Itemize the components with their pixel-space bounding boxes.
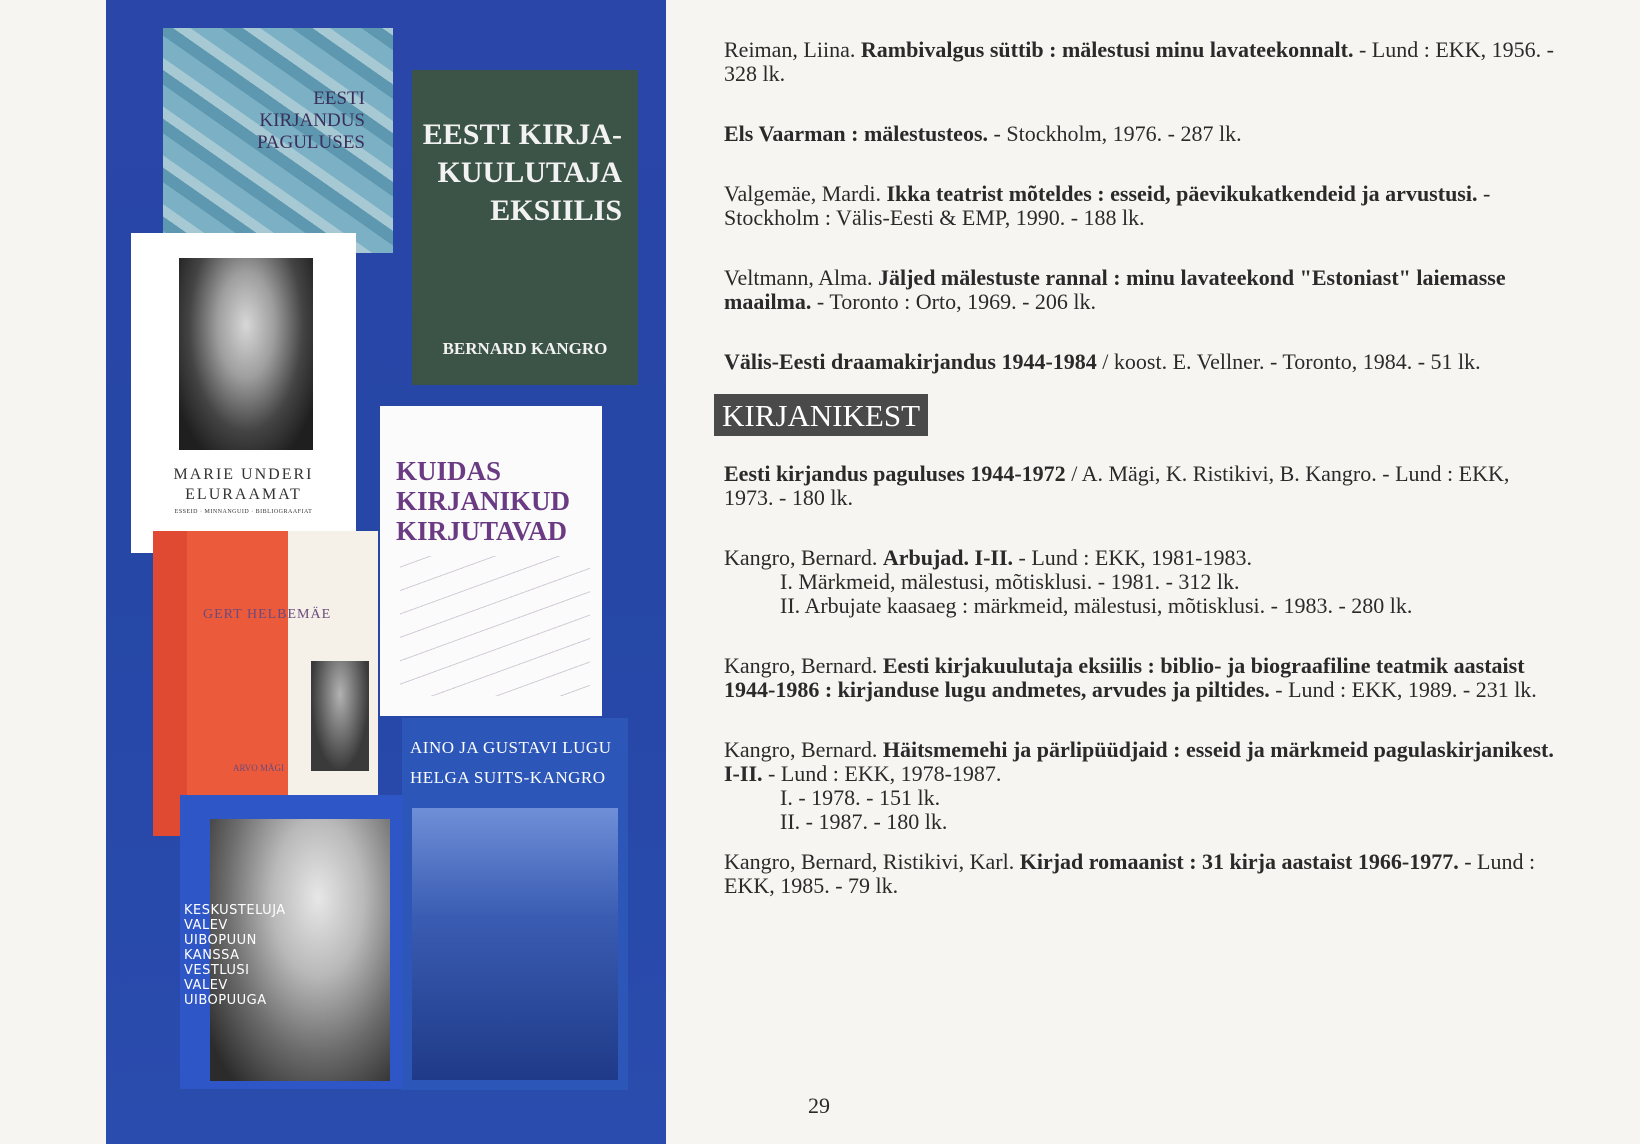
bib-entry: Kangro, Bernard. Eesti kirjakuulutaja eksiilis : biblio- ja biograafiline teatmik aastaist 1944-1986 : kirjanduse lugu andmetes, arvudes ja piltides. - Lund : EKK, 1989. - 231 lk.: [724, 653, 1537, 702]
cover-kuidas-kirjanikud-kirjutavad: [380, 406, 602, 716]
portrait-photo: [179, 258, 313, 450]
bib-entry: Kangro, Bernard, Ristikivi, Karl. Kirjad romaanist : 31 kirja aastaist 1966-1977. - Lund : EKK, 1985. - 79 lk.: [724, 849, 1536, 898]
cover-marie-underi-eluraamat: [131, 233, 356, 553]
page-number: 29: [808, 1093, 830, 1118]
cover-eesti-kirjandus-paguluses: [163, 28, 393, 253]
cover-aino-ja-gustavi-lugu: [402, 718, 628, 1090]
cover-keskusteluja-valev-uibopuu: [180, 795, 403, 1089]
cover-eesti-kirjakuulutaja: [412, 70, 638, 385]
bib-entry: Els Vaarman : mälestusteos. - Stockholm, 1976. - 287 lk.: [724, 121, 1242, 146]
cover-title: KUIDAS KIRJANIKUD KIRJUTAVAD: [396, 456, 571, 546]
bib-entry: Kangro, Bernard. Arbujad. I-II. - Lund : EKK, 1981-1983. I. Märkmeid, mälestusi, mõtisklusi. - 1981. - 312 lk. II. Arbujate kaasaeg : märkmeid, mälestusi, mõtisklusi. - 1983. - 280 lk.: [724, 546, 1564, 618]
cover-subtitle: ESSEID · MINNANGUID · BIBLIOGRAAFIAT: [174, 509, 313, 515]
portrait-photo: [311, 661, 369, 771]
section-heading: KIRJANIKEST: [714, 394, 928, 436]
bib-subentry: II. Arbujate kaasaeg : märkmeid, mälestusi, mõtisklusi. - 1983. - 280 lk.: [780, 593, 1413, 618]
bib-entry: Valgemäe, Mardi. Ikka teatrist mõteldes : esseid, päevikukatkendeid ja arvustusi. - Stockholm : Välis-Eesti & EMP, 1990. - 188 lk.: [724, 181, 1491, 230]
bib-subentry: I. - 1978. - 151 lk.: [780, 785, 941, 810]
cover-title: KESKUSTELUJA VALEV UIBOPUUN KANSSA VESTLUSI VALEV UIBOPUUGA: [184, 903, 286, 1008]
bib-entry: Reiman, Liina. Rambivalgus süttib : mälestusi minu lavateekonnalt. - Lund : EKK, 1956. - 328 lk.: [724, 37, 1554, 86]
bib-entry: Välis-Eesti draamakirjandus 1944-1984 / koost. E. Vellner. - Toronto, 1984. - 51 lk.: [724, 349, 1481, 374]
signatures-decoration: [400, 556, 590, 696]
cover-title: MARIE UNDERI ELURAAMAT: [173, 466, 314, 503]
cover-title: EESTI KIRJA- KUULUTAJA EKSIILIS: [422, 118, 622, 227]
cover-title: EESTI KIRJANDUS PAGULUSES: [256, 88, 365, 153]
cover-gert-helbemae: [153, 531, 378, 836]
cover-author: HELGA SUITS-KANGRO: [410, 768, 606, 787]
bib-entry: Eesti kirjandus paguluses 1944-1972 / A. Mägi, K. Ristikivi, B. Kangro. - Lund : EKK, 1973. - 180 lk.: [724, 461, 1510, 510]
couple-photo: [412, 808, 618, 1080]
cover-author: ARVO MÄGI: [233, 763, 285, 773]
bib-entry: Veltmann, Alma. Jäljed mälestuste rannal : minu lavateekond "Estoniast" laiemasse maailma. - Toronto : Orto, 1969. - 206 lk.: [724, 265, 1506, 314]
cover-title: AINO JA GUSTAVI LUGU: [410, 738, 612, 757]
cover-author: BERNARD KANGRO: [442, 339, 608, 358]
bib-subentry: I. Märkmeid, mälestusi, mõtisklusi. - 1981. - 312 lk.: [780, 569, 1240, 594]
bib-entry: Kangro, Bernard. Häitsmemehi ja pärlipüüdjaid : esseid ja märkmeid pagulaskirjanikest. I-II. - Lund : EKK, 1978-1987. I. - 1978. - 151 lk. II. - 1987. - 180 lk.: [724, 738, 1564, 834]
bibliography-content: [724, 38, 1564, 914]
cover-title: GERT HELBEMÄE: [203, 607, 332, 622]
bib-subentry: II. - 1987. - 180 lk.: [780, 809, 948, 834]
